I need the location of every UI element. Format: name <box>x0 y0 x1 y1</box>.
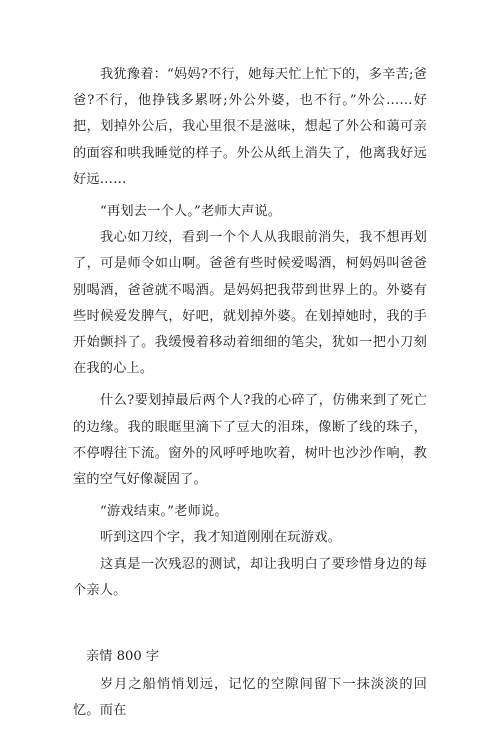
section-heading: 亲情 800 字 <box>86 649 160 665</box>
paragraph-4: 什么?要划掉最后两个人?我的心碎了，仿佛来到了死亡的边缘。我的眼眶里滴下了豆大的泪珠，像断了线的珠子，不停嘚往下流。窗外的风呼呼地吹着，树叶也沙沙作响，教室的空气好像凝固了。 <box>73 393 427 488</box>
paragraph-next: 岁月之船悄悄划远，记忆的空隙间留下一抹淡淡的回忆。而在 <box>73 677 427 719</box>
paragraph-2: “再划去一个人。”老师大声说。 <box>100 204 282 220</box>
document-page <box>73 62 427 730</box>
paragraph-7: 这真是一次残忍的测试，却让我明白了要珍惜身边的每个亲人。 <box>73 556 427 598</box>
paragraph-3: 我心如刀绞，看到一个个人从我眼前消失，我不想再划了，可是师令如山啊。爸爸有些时候爱喝酒，柯妈妈叫爸爸别喝酒，爸爸就不喝酒。是妈妈把我带到世界上的。外婆有些时候爱发脾气，好吧，就划掉外婆。在划掉她时，我的手开始颤抖了。我缓慢着移动着细细的笔尖，犹如一把小刀刻在我的心上。 <box>73 230 427 377</box>
paragraph-1: 我犹豫着：“妈妈?不行，她每天忙上忙下的，多辛苦;爸爸?不行，他挣钱多累呀;外公外婆，也不行。”外公……好把，划掉外公后，我心里很不是滋味，想起了外公和蔼可亲的面容和哄我睡觉的样子。外公从纸上消失了，他离我好远好远…… <box>73 67 427 187</box>
paragraph-6: 听到这四个字，我才知道刚刚在玩游戏。 <box>100 530 341 546</box>
paragraph-5: “游戏结束。”老师说。 <box>100 504 228 520</box>
